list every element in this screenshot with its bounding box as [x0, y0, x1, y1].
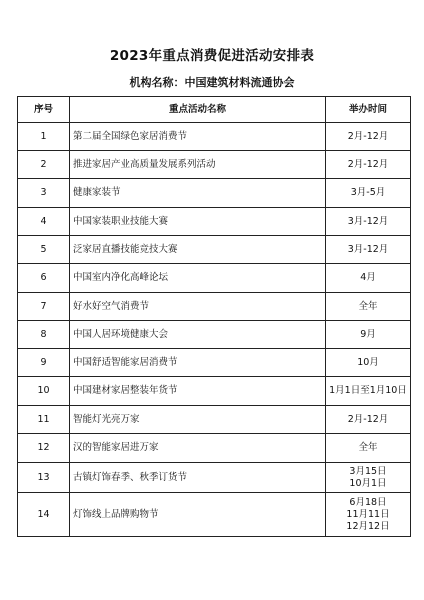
time-value: 3月15日 — [349, 465, 387, 477]
time-value: 1月1日至1月10日 — [329, 385, 407, 396]
row-number: 8 — [18, 321, 70, 349]
activity-name: 推进家居产业高质量发展系列活动 — [70, 151, 326, 179]
row-number: 2 — [18, 151, 70, 179]
activity-time — [326, 434, 411, 463]
activity-time — [326, 236, 411, 264]
row-number: 13 — [18, 463, 70, 493]
activity-name: 泛家居直播技能竞技大赛 — [70, 236, 326, 264]
activity-name: 中国人居环境健康大会 — [70, 321, 326, 349]
activity-time — [326, 208, 411, 236]
time-value: 2月-12月 — [347, 130, 389, 142]
time-value: 全年 — [358, 442, 378, 453]
table-row — [18, 179, 411, 208]
activity-name: 中国家装职业技能大赛 — [70, 208, 326, 236]
activity-time — [326, 293, 411, 321]
time-value: 2月-12月 — [347, 158, 389, 170]
table-row — [18, 406, 411, 434]
activity-time — [326, 406, 411, 434]
table-row — [18, 349, 411, 377]
time-value: 2月-12月 — [347, 413, 389, 425]
header-no: 序号 — [18, 97, 70, 123]
time-value: 12月12日 — [346, 520, 390, 532]
table-row — [18, 123, 411, 151]
time-value: 11月11日 — [346, 508, 390, 520]
table-body — [18, 123, 411, 537]
table-row — [18, 264, 411, 293]
document-title: 2023年重点消费促进活动安排表 — [109, 48, 315, 64]
table-row — [18, 377, 411, 406]
row-number: 4 — [18, 208, 70, 236]
table-row — [18, 463, 411, 493]
time-value: 9月 — [360, 328, 376, 340]
activity-name: 灯饰线上品牌购物节 — [70, 493, 326, 537]
activity-name: 古镇灯饰春季、秋季订货节 — [70, 463, 326, 493]
header-activity-name: 重点活动名称 — [70, 97, 326, 123]
activity-time — [326, 377, 411, 406]
activity-name: 汉的智能家居进万家 — [70, 434, 326, 463]
table-row — [18, 151, 411, 179]
row-number: 1 — [18, 123, 70, 151]
time-value: 6月18日 — [349, 496, 387, 508]
activity-time — [326, 463, 411, 493]
activity-name: 健康家装节 — [70, 179, 326, 208]
time-value: 3月-5月 — [350, 187, 386, 198]
activity-time — [326, 321, 411, 349]
table-row — [18, 293, 411, 321]
activity-time — [326, 264, 411, 293]
header-time: 举办时间 — [326, 97, 411, 123]
row-number: 11 — [18, 406, 70, 434]
table-row — [18, 236, 411, 264]
time-value: 10月 — [357, 356, 379, 368]
organization-name: 机构名称：中国建筑材料流通协会 — [129, 76, 295, 89]
activity-time — [326, 151, 411, 179]
activity-time — [326, 179, 411, 208]
activity-schedule-table — [17, 96, 411, 537]
activity-time — [326, 349, 411, 377]
time-value: 3月-12月 — [347, 215, 389, 227]
activity-name: 中国建材家居整装年货节 — [70, 377, 326, 406]
activity-time — [326, 493, 411, 537]
activity-time — [326, 123, 411, 151]
table-row — [18, 208, 411, 236]
row-number: 14 — [18, 493, 70, 537]
time-value: 3月-12月 — [347, 243, 389, 255]
activity-name: 第二届全国绿色家居消费节 — [70, 123, 326, 151]
row-number: 10 — [18, 377, 70, 406]
activity-name: 中国室内净化高峰论坛 — [70, 264, 326, 293]
table-row — [18, 434, 411, 463]
table-header-row — [18, 97, 411, 123]
table-row — [18, 493, 411, 537]
row-number: 7 — [18, 293, 70, 321]
time-value: 全年 — [358, 300, 378, 312]
row-number: 9 — [18, 349, 70, 377]
row-number: 3 — [18, 179, 70, 208]
row-number: 12 — [18, 434, 70, 463]
time-value: 4月 — [360, 272, 376, 283]
table-row — [18, 321, 411, 349]
activity-name: 好水好空气消费节 — [70, 293, 326, 321]
activity-name: 智能灯光亮万家 — [70, 406, 326, 434]
row-number: 5 — [18, 236, 70, 264]
activity-name: 中国舒适智能家居消费节 — [70, 349, 326, 377]
time-value: 10月1日 — [349, 477, 387, 489]
row-number: 6 — [18, 264, 70, 293]
